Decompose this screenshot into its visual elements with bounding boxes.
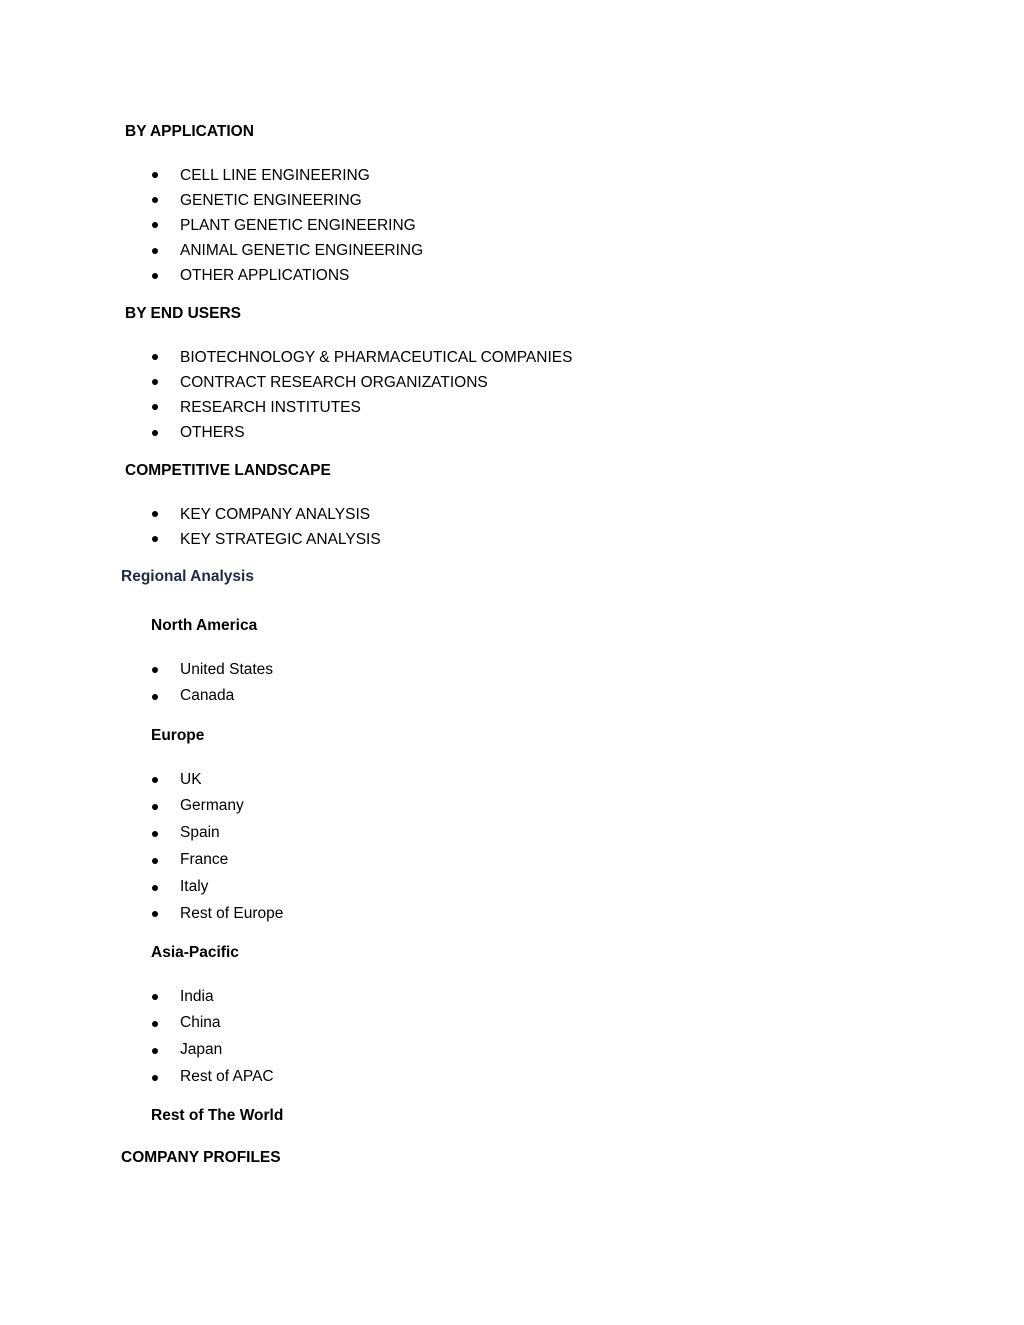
bullet-icon: [152, 404, 158, 410]
list-item: Japan: [152, 1037, 274, 1064]
list-item: PLANT GENETIC ENGINEERING: [152, 213, 423, 238]
bullet-icon: [152, 858, 158, 864]
bullet-icon: [152, 667, 158, 673]
section-heading-by-application: BY APPLICATION: [125, 123, 254, 140]
list-item: Italy: [152, 874, 283, 901]
subheading-north-america: North America: [151, 617, 258, 634]
bullet-icon: [152, 222, 158, 228]
list-item: India: [152, 984, 274, 1011]
bullet-icon: [152, 804, 158, 810]
bullet-icon: [152, 354, 158, 360]
list-item: OTHER APPLICATIONS: [152, 263, 423, 288]
list-item: Germany: [152, 793, 283, 820]
list-item: OTHERS: [152, 420, 572, 445]
bullet-icon: [152, 1075, 158, 1081]
by-end-users-list: [152, 345, 572, 446]
bullet-icon: [152, 273, 158, 279]
bullet-icon: [152, 172, 158, 178]
list-item: Rest of Europe: [152, 901, 283, 928]
bullet-icon: [152, 511, 158, 517]
bullet-icon: [152, 831, 158, 837]
list-item: RESEARCH INSTITUTES: [152, 395, 572, 420]
bullet-icon: [152, 911, 158, 917]
bullet-icon: [152, 379, 158, 385]
list-item: KEY STRATEGIC ANALYSIS: [152, 527, 381, 552]
bullet-icon: [152, 430, 158, 436]
bullet-icon: [152, 694, 158, 700]
north-america-list: [152, 657, 273, 711]
bullet-icon: [152, 994, 158, 1000]
list-item: Canada: [152, 683, 273, 710]
europe-list: [152, 767, 283, 928]
list-item: ANIMAL GENETIC ENGINEERING: [152, 238, 423, 263]
bullet-icon: [152, 777, 158, 783]
list-item: GENETIC ENGINEERING: [152, 188, 423, 213]
list-item: China: [152, 1010, 274, 1037]
subheading-rest-of-world: Rest of The World: [151, 1107, 284, 1124]
list-item: CONTRACT RESEARCH ORGANIZATIONS: [152, 370, 572, 395]
asia-pacific-list: [152, 984, 274, 1092]
section-heading-competitive-landscape: COMPETITIVE LANDSCAPE: [125, 462, 331, 479]
list-item: France: [152, 847, 283, 874]
list-item: CELL LINE ENGINEERING: [152, 163, 423, 188]
competitive-landscape-list: [152, 502, 381, 552]
bullet-icon: [152, 885, 158, 891]
section-heading-by-end-users: BY END USERS: [125, 305, 241, 322]
subheading-europe: Europe: [151, 727, 205, 744]
bullet-icon: [152, 1021, 158, 1027]
subheading-asia-pacific: Asia-Pacific: [151, 944, 239, 961]
list-item: BIOTECHNOLOGY & PHARMACEUTICAL COMPANIES: [152, 345, 572, 370]
bullet-icon: [152, 248, 158, 254]
section-heading-company-profiles: COMPANY PROFILES: [121, 1149, 281, 1166]
list-item: UK: [152, 767, 283, 794]
bullet-icon: [152, 1048, 158, 1054]
by-application-list: [152, 163, 423, 289]
section-heading-regional-analysis: Regional Analysis: [121, 568, 254, 585]
list-item: Spain: [152, 820, 283, 847]
list-item: Rest of APAC: [152, 1064, 274, 1091]
list-item: KEY COMPANY ANALYSIS: [152, 502, 381, 527]
list-item: United States: [152, 657, 273, 684]
bullet-icon: [152, 536, 158, 542]
bullet-icon: [152, 197, 158, 203]
